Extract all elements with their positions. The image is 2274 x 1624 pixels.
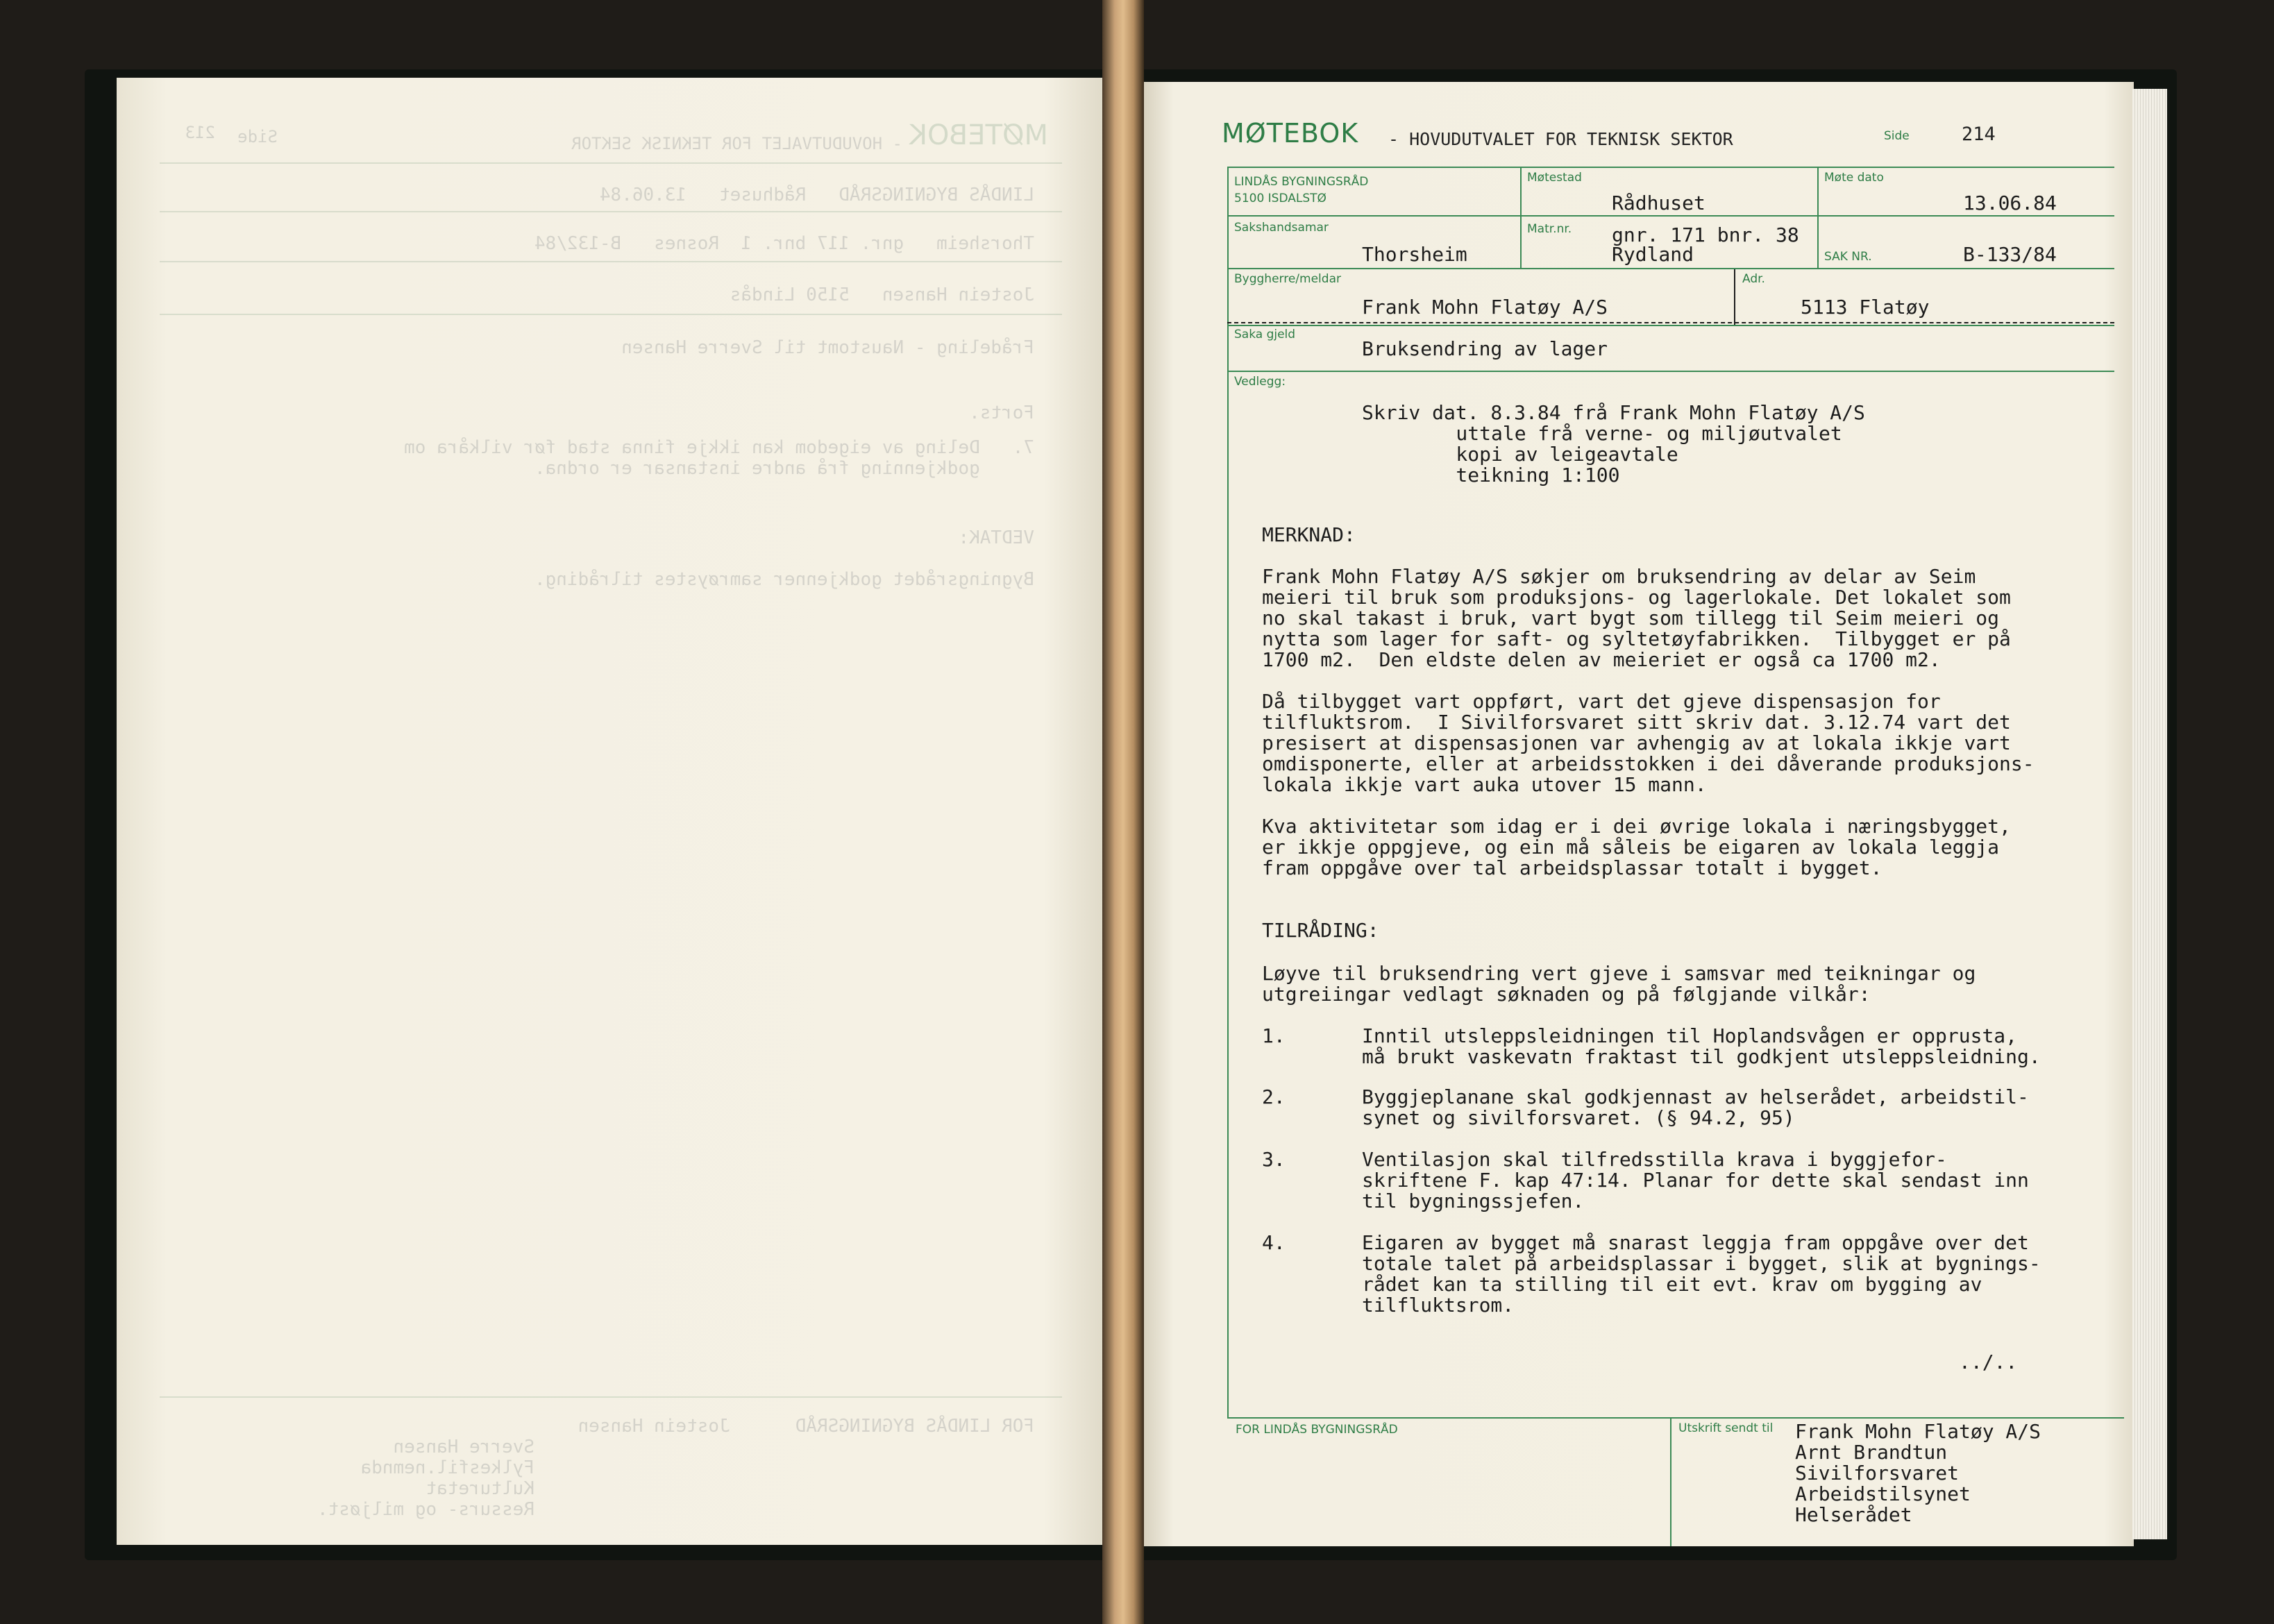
- matrnr-place: Rydland: [1612, 243, 1694, 266]
- adr-divider: [1734, 269, 1735, 325]
- paragraph-line: no skal takast i bruk, vart bygt som tillegg til Seim meieri og: [1262, 607, 2000, 629]
- left-line: godkjenning frå andre instansar er ordna.: [534, 458, 1034, 479]
- motestad-label: Møtestad: [1527, 171, 1582, 185]
- side-number: 214: [1962, 124, 1996, 145]
- condition-line: tilfluktsrom.: [1362, 1294, 1515, 1317]
- condition-line: rådet kan ta stilling til eit evt. krav om bygging av: [1362, 1273, 1982, 1296]
- paragraph-line: 1700 m2. Den eldste delen av meieriet er også ca 1700 m2.: [1262, 648, 1941, 671]
- condition-number: 3.: [1262, 1148, 1286, 1171]
- footer-divider: [1670, 1417, 1671, 1546]
- left-line: Forts.: [969, 403, 1034, 423]
- tilrading-intro: utgreiingar vedlagt søknaden og på følgjande vilkår:: [1262, 983, 1871, 1006]
- left-line: Thorsheim gnr. 117 bnr. 1 Rosnes B-132/84: [534, 233, 1034, 254]
- org-address: 5100 ISDALSTØ: [1234, 192, 1326, 205]
- motedato-label: Møte dato: [1824, 171, 1884, 185]
- footer-line: [1227, 1417, 2124, 1419]
- sakshandsamar-value: Thorsheim: [1362, 243, 1467, 266]
- book-spine: [1102, 0, 1144, 1624]
- recipient: Frank Mohn Flatøy A/S: [1795, 1420, 2041, 1443]
- left-line: 7. Deling av eigedom kan ikkje finna stad før vilkåra om: [404, 437, 1034, 458]
- form-line: [1227, 268, 2114, 269]
- left-line: Ressurs- og miljøst.: [317, 1499, 534, 1520]
- utskrift-label: Utskrift sendt til: [1678, 1421, 1774, 1435]
- paragraph-line: tilfluktsrom. I Sivilforsvaret sitt skriv dat. 3.12.74 vart det: [1262, 711, 2011, 734]
- left-line: Fylkesfil.nemnda: [360, 1457, 534, 1478]
- condition-line: Inntil utsleppsleidningen til Hoplandsvågen er opprusta,: [1362, 1024, 2018, 1047]
- left-page-bleedthrough: [160, 118, 1062, 1520]
- paragraph-line: presisert at dispensasjonen var avhengig av at lokala ikkje vart: [1262, 731, 2011, 754]
- condition-line: Ventilasjon skal tilfredsstilla krava i byggjefor-: [1362, 1148, 1947, 1171]
- condition-line: må brukt vaskevatn fraktast til godkjent utsleppsleidning.: [1362, 1045, 2041, 1068]
- form-divider: [1520, 167, 1522, 268]
- saknr-value: B-133/84: [1963, 243, 2057, 266]
- left-line: LINDÅS BYGNINGSRÅD Rådhuset 13.06.84: [599, 185, 1034, 205]
- condition-line: til bygningssjefen.: [1362, 1190, 1585, 1212]
- condition-line: Byggjeplanane skal godkjennast av helserådet, arbeidstil-: [1362, 1085, 2029, 1108]
- tilrading-intro: Løyve til bruksendring vert gjeve i samsvar med teikningar og: [1262, 962, 1976, 985]
- byggherre-label: Byggherre/meldar: [1234, 272, 1341, 286]
- left-line: Kulturetat: [426, 1478, 534, 1499]
- vedlegg-line: teikning 1:100: [1409, 464, 1620, 487]
- condition-number: 4.: [1262, 1231, 1286, 1254]
- form-divider: [1817, 167, 1819, 268]
- condition-line: skriftene F. kap 47:14. Planar for dette skal sendast inn: [1362, 1169, 2029, 1192]
- sakshandsamar-label: Sakshandsamar: [1234, 221, 1329, 235]
- form-line: [1227, 371, 2114, 372]
- paragraph-line: lokala ikkje vart auka utover 15 mann.: [1262, 773, 1707, 796]
- page-edges: [2132, 89, 2167, 1539]
- tilrading-heading: TILRÅDING:: [1262, 919, 1379, 942]
- adr-value: 5113 Flatøy: [1801, 296, 1930, 319]
- merknad-heading: MERKNAD:: [1262, 523, 1356, 546]
- paragraph-line: nytta som lager for saft- og syltetøyfabrikken. Tilbygget er på: [1262, 627, 2011, 650]
- condition-line: synet og sivilforsvaret. (§ 94.2, 95): [1362, 1106, 1795, 1129]
- byggherre-dashed-line: [1227, 322, 2114, 323]
- paragraph-line: Frank Mohn Flatøy A/S søkjer om bruksendring av delar av Seim: [1262, 565, 1976, 588]
- byggherre-value: Frank Mohn Flatøy A/S: [1362, 296, 1608, 319]
- recipient: Arbeidstilsynet: [1795, 1482, 1971, 1505]
- paragraph-line: meieri til bruk som produksjons- og lagerlokale. Det lokalet som: [1262, 586, 2011, 609]
- left-page-side-label: Side: [237, 127, 278, 146]
- left-line: Bygningsrådet godkjenner samrøystes tilråding.: [534, 569, 1034, 590]
- condition-number: 2.: [1262, 1085, 1286, 1108]
- vedlegg-label: Vedlegg:: [1234, 375, 1286, 389]
- form-line: [1227, 215, 2114, 217]
- form-line: [1227, 325, 2114, 326]
- vedlegg-line: uttale frå verne- og miljøutvalet: [1409, 422, 1842, 445]
- left-page-title: MØTEBOK: [909, 119, 1048, 151]
- page-title: MØTEBOK: [1222, 118, 1359, 149]
- saka-gjeld-value: Bruksendring av lager: [1362, 337, 1608, 360]
- vedlegg-line: Skriv dat. 8.3.84 frå Frank Mohn Flatøy A/S: [1362, 401, 1865, 424]
- recipient: Arnt Brandtun: [1795, 1441, 1948, 1464]
- page-subtitle: - HOVUDUTVALET FOR TEKNISK SEKTOR: [1388, 129, 1733, 149]
- left-line: Sverre Hansen: [393, 1437, 534, 1457]
- form-left-border: [1227, 167, 1229, 1419]
- side-label: Side: [1884, 129, 1910, 143]
- saknr-label: SAK NR.: [1824, 250, 1872, 264]
- left-line: VEDTAK:: [958, 527, 1034, 548]
- saka-gjeld-label: Saka gjeld: [1234, 328, 1296, 341]
- form-top-line: [1227, 167, 2114, 168]
- recipient: Sivilforsvaret: [1795, 1462, 1960, 1485]
- motestad-value: Rådhuset: [1612, 192, 1706, 214]
- left-page-header: - HOVUDUTVALET FOR TEKNISK SEKTOR: [571, 134, 902, 153]
- paragraph-line: Kva aktivitetar som idag er i dei øvrige lokala i næringsbygget,: [1262, 815, 2011, 838]
- matrnr-value: gnr. 171 bnr. 38: [1612, 223, 1799, 246]
- motedato-value: 13.06.84: [1963, 192, 2057, 214]
- left-line: FOR LINDÅS BYGNINGSRÅD Jostein Hansen: [578, 1416, 1034, 1437]
- paragraph-line: omdisponerte, eller at arbeidsstokken i dei dåverande produksjons-: [1262, 752, 2035, 775]
- left-page-side-number: 213: [185, 123, 215, 142]
- paragraph-line: Då tilbygget vart oppført, vart det gjeve dispensasjon for: [1262, 690, 1941, 713]
- footer-for-label: FOR LINDÅS BYGNINGSRÅD: [1236, 1423, 1398, 1437]
- left-line: Frådeling - Naustomt til Sverre Hansen: [621, 337, 1034, 358]
- vedlegg-line: kopi av leigeavtale: [1409, 443, 1678, 466]
- condition-line: Eigaren av bygget må snarast leggja fram oppgåve over det: [1362, 1231, 2029, 1254]
- recipient: Helserådet: [1795, 1503, 1912, 1526]
- condition-line: totale talet på arbeidsplassar i bygget, slik at bygnings-: [1362, 1252, 2041, 1275]
- right-page: [1144, 82, 2134, 1546]
- org-name: LINDÅS BYGNINGSRÅD: [1234, 175, 1369, 189]
- paragraph-line: er ikkje oppgjeve, og ein må såleis be eigaren av lokala leggja: [1262, 836, 2000, 858]
- paragraph-line: fram oppgåve over tal arbeidsplassar totalt i bygget.: [1262, 856, 1883, 879]
- condition-number: 1.: [1262, 1024, 1286, 1047]
- continued-marker: ../..: [1959, 1351, 2018, 1373]
- adr-label: Adr.: [1742, 272, 1765, 286]
- matrnr-label: Matr.nr.: [1527, 222, 1572, 236]
- left-line: Jostein Hansen 5150 Lindås: [730, 285, 1034, 305]
